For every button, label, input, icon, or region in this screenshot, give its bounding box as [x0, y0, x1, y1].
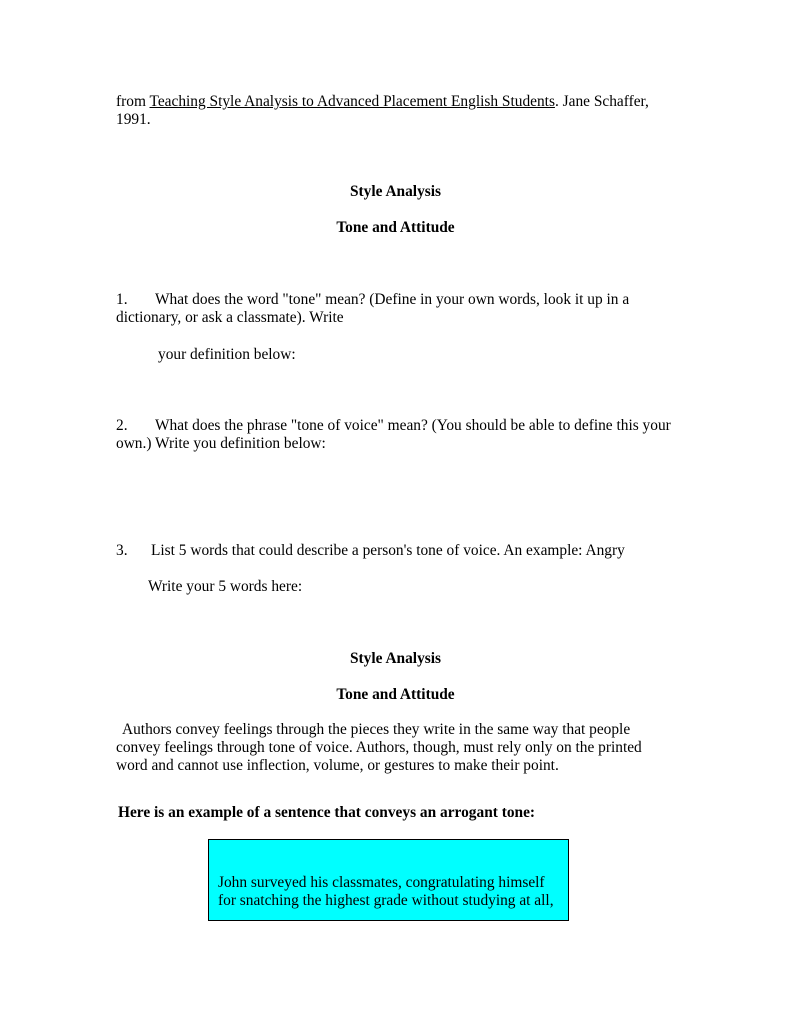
- citation-suffix: . Jane Schaffer, 1991.: [116, 93, 649, 128]
- question-3: [116, 542, 676, 560]
- citation: [116, 93, 676, 129]
- example-label: Here is an example of a sentence that conveys an arrogant tone:: [118, 804, 536, 821]
- section1-heading: Style Analysis: [349, 183, 442, 200]
- citation-title: Teaching Style Analysis to Advanced Placement English Students: [149, 93, 555, 110]
- question-2: [116, 417, 676, 453]
- question-1-text: What does the word "tone" mean? (Define in your own words, look it up in a dictionary, or ask a classmate). Write: [116, 291, 630, 326]
- section1-subheading: Tone and Attitude: [336, 219, 455, 236]
- section2-intro: Authors convey feelings through the pieces they write in the same way that people convey feelings through tone of voice. Authors, though, must rely only on the printed word and cannot use inflection, volume, or gestures to make their point.: [116, 721, 642, 774]
- question-3-followup: Write your 5 words here:: [148, 578, 303, 595]
- question-3-number: 3.: [116, 542, 128, 559]
- example-line-2: for snatching the highest grade without studying at all,: [218, 892, 554, 909]
- citation-prefix: from: [116, 93, 150, 110]
- section2-subheading: Tone and Attitude: [336, 686, 455, 703]
- question-1-followup: your definition below:: [158, 346, 296, 363]
- question-2-number: 2.: [116, 417, 128, 434]
- question-2-text: What does the phrase "tone of voice" mean? (You should be able to define this your own.) Write you definition below:: [116, 417, 671, 452]
- example-line-1: John surveyed his classmates, congratulating himself: [218, 874, 545, 891]
- section2-heading: Style Analysis: [349, 650, 442, 667]
- question-3-text: List 5 words that could describe a person's tone of voice. An example: Angry: [151, 542, 625, 559]
- question-1: [116, 291, 676, 327]
- example-box: [208, 839, 569, 921]
- question-1-number: 1.: [116, 291, 128, 308]
